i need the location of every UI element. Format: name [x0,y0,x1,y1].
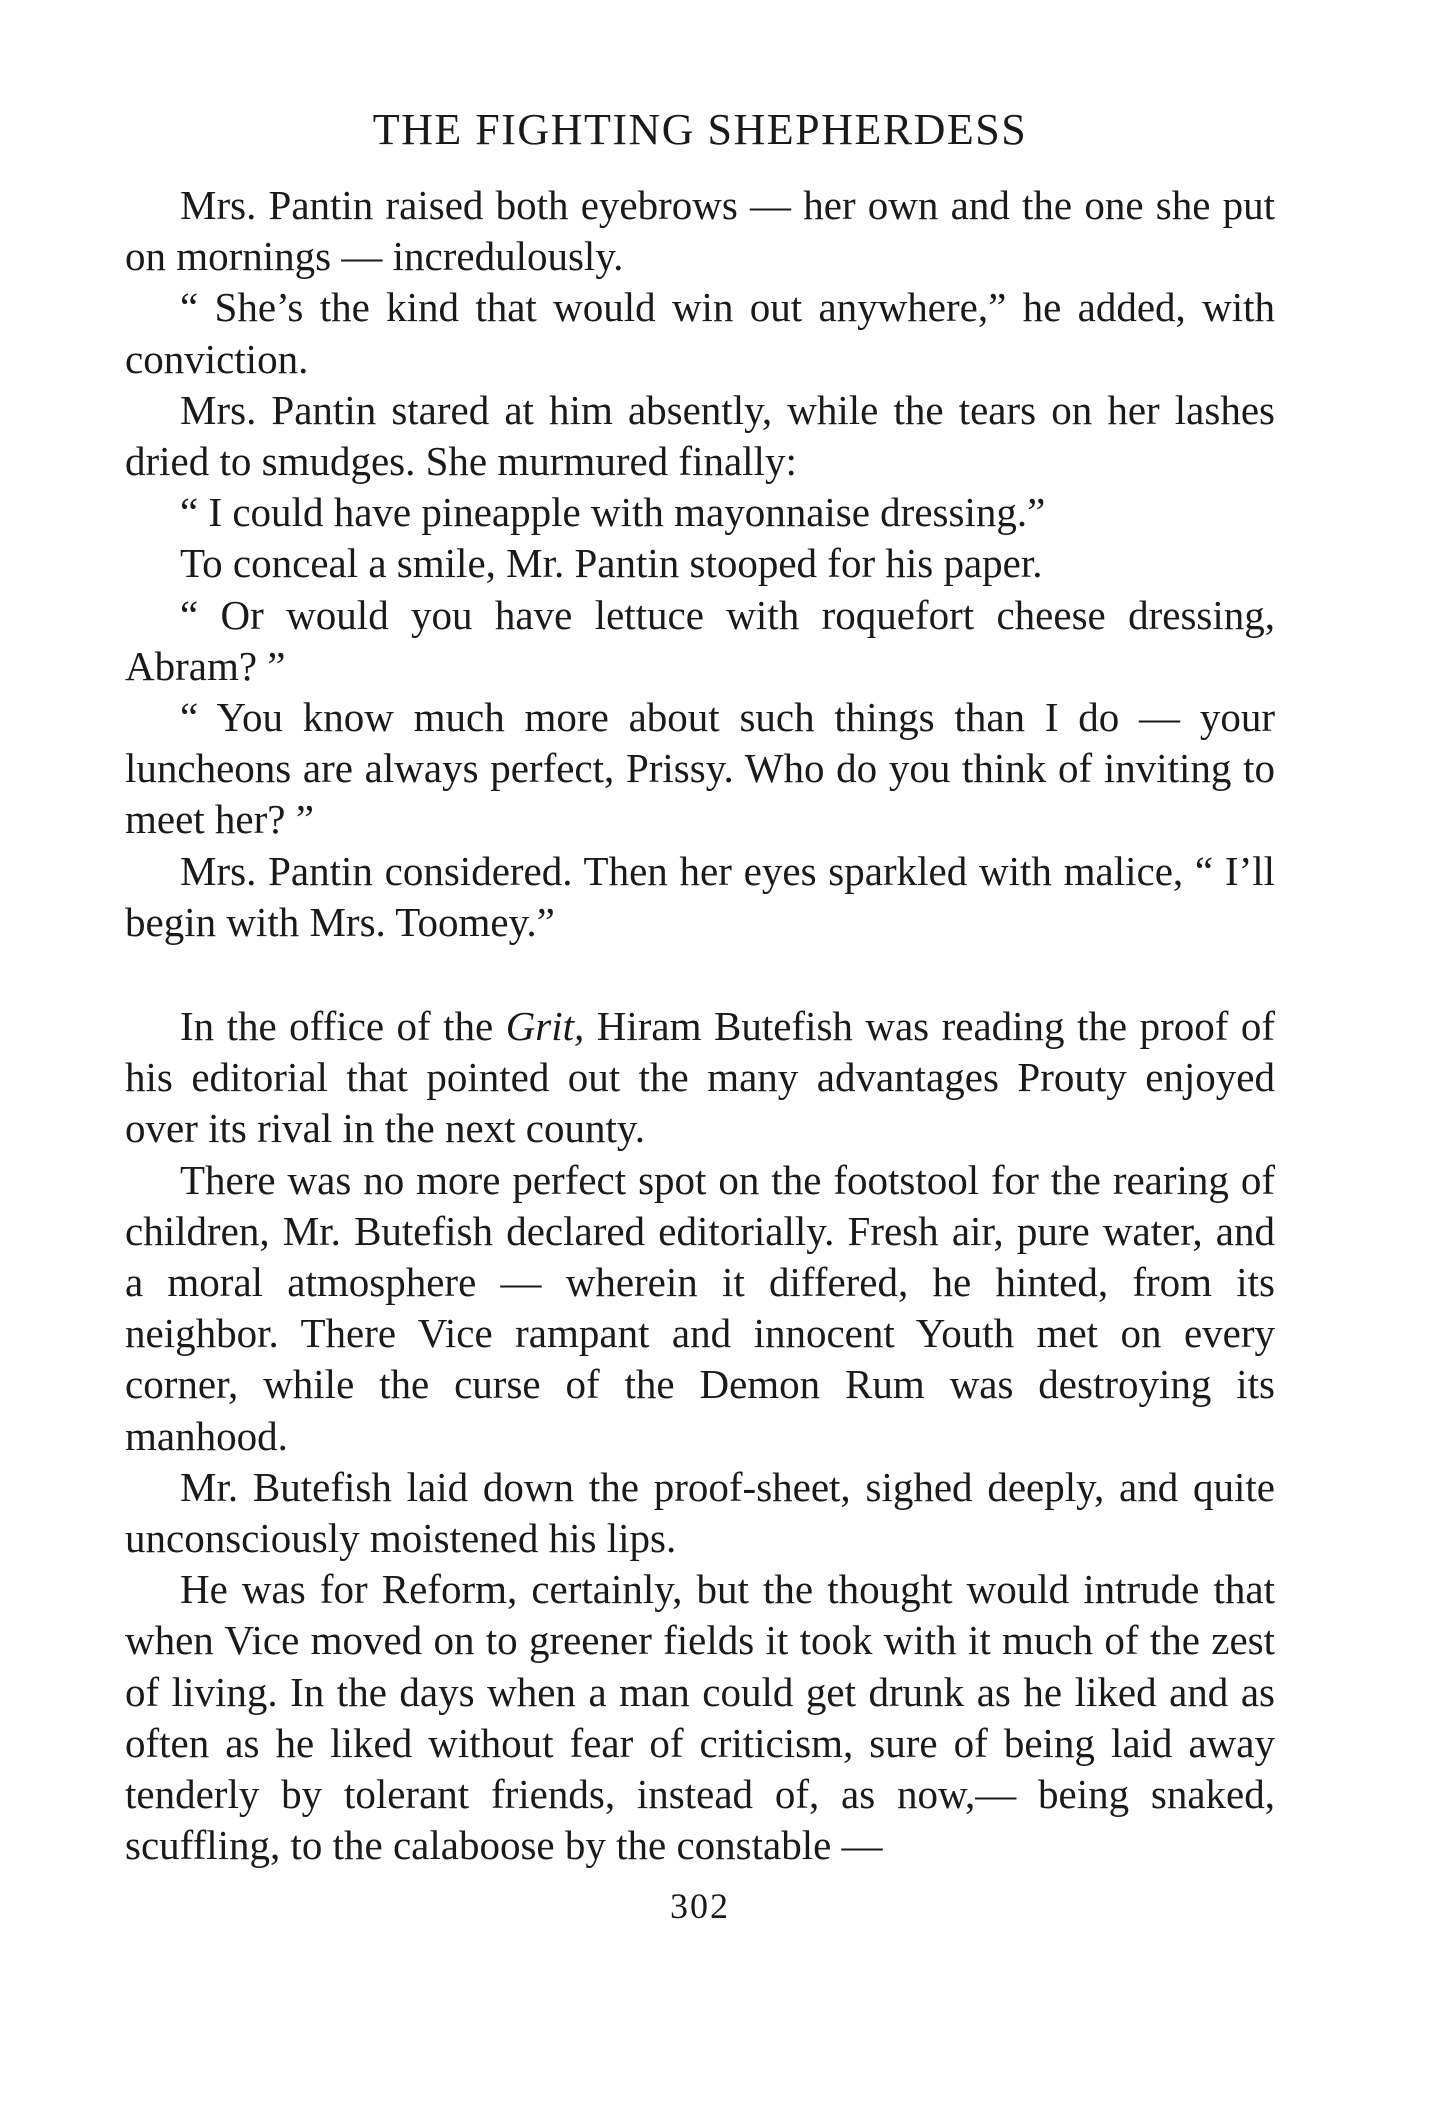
paragraph [125,1001,1275,1155]
section-break [125,948,1275,1001]
section-one [125,180,1275,948]
paragraph: He was for Reform, certainly, but the thought would intrude that when Vice moved on to greener fields it took with it much of the zest of living. In the days when a man could get drunk as he liked and as often as he liked without fear of criticism, sure of being laid away tenderly by tolerant friends, instead of, as now,— being snaked, scuffling, to the calaboose by the constable — [125,1566,1275,1869]
paragraph: To conceal a smile, Mr. Pantin stooped for his paper. [180,540,1043,587]
text-run: In the office of the [180,1003,494,1050]
paragraph: “ I could have pineapple with mayonnaise dressing.” [180,489,1046,536]
paragraph: Mr. Butefish laid down the proof-sheet, sighed deeply, and quite unconsciously moistened his lips. [125,1463,1275,1562]
paragraph: Mrs. Pantin considered. Then her eyes sparkled with malice, “ I’ll begin with Mrs. Toomey.” [125,847,1275,945]
paragraph: Mrs. Pantin stared at him absently, while the tears on her lashes dried to smudges. She murmured finally: [125,386,1275,485]
book-page [125,100,1275,1930]
page-number: 302 [670,1885,730,1926]
text-run: Hiram Butefish was reading the proof of his editorial that pointed out the many advantages Prouty enjoyed over its rival in the next county. [125,1003,1275,1152]
paragraph: “ Or would you have lettuce with roquefort cheese dressing, Abram? ” [125,591,1275,689]
paragraph: “ You know much more about such things than I do — your luncheons are always perfect, Prissy. Who do you think of inviting to meet her? ” [125,694,1275,843]
paragraph: There was no more perfect spot on the footstool for the rearing of children, Mr. Butefish declared editorially. Fresh air, pure water, and a moral atmosphere — wherein it differed, he hinted, from its neighbor. There Vice rampant and innocent Youth met on every corner, while the curse of the Demon Rum was destroying its manhood. [125,1156,1275,1459]
section-two [125,1001,1275,1871]
newspaper-title: Grit, [505,1003,585,1050]
paragraph: Mrs. Pantin raised both eyebrows — her own and the one she put on mornings — incredulously. [125,182,1275,280]
paragraph: “ She’s the kind that would win out anywhere,” he added, with conviction. [125,284,1275,382]
running-head: THE FIGHTING SHEPHERDESS [372,105,1028,154]
